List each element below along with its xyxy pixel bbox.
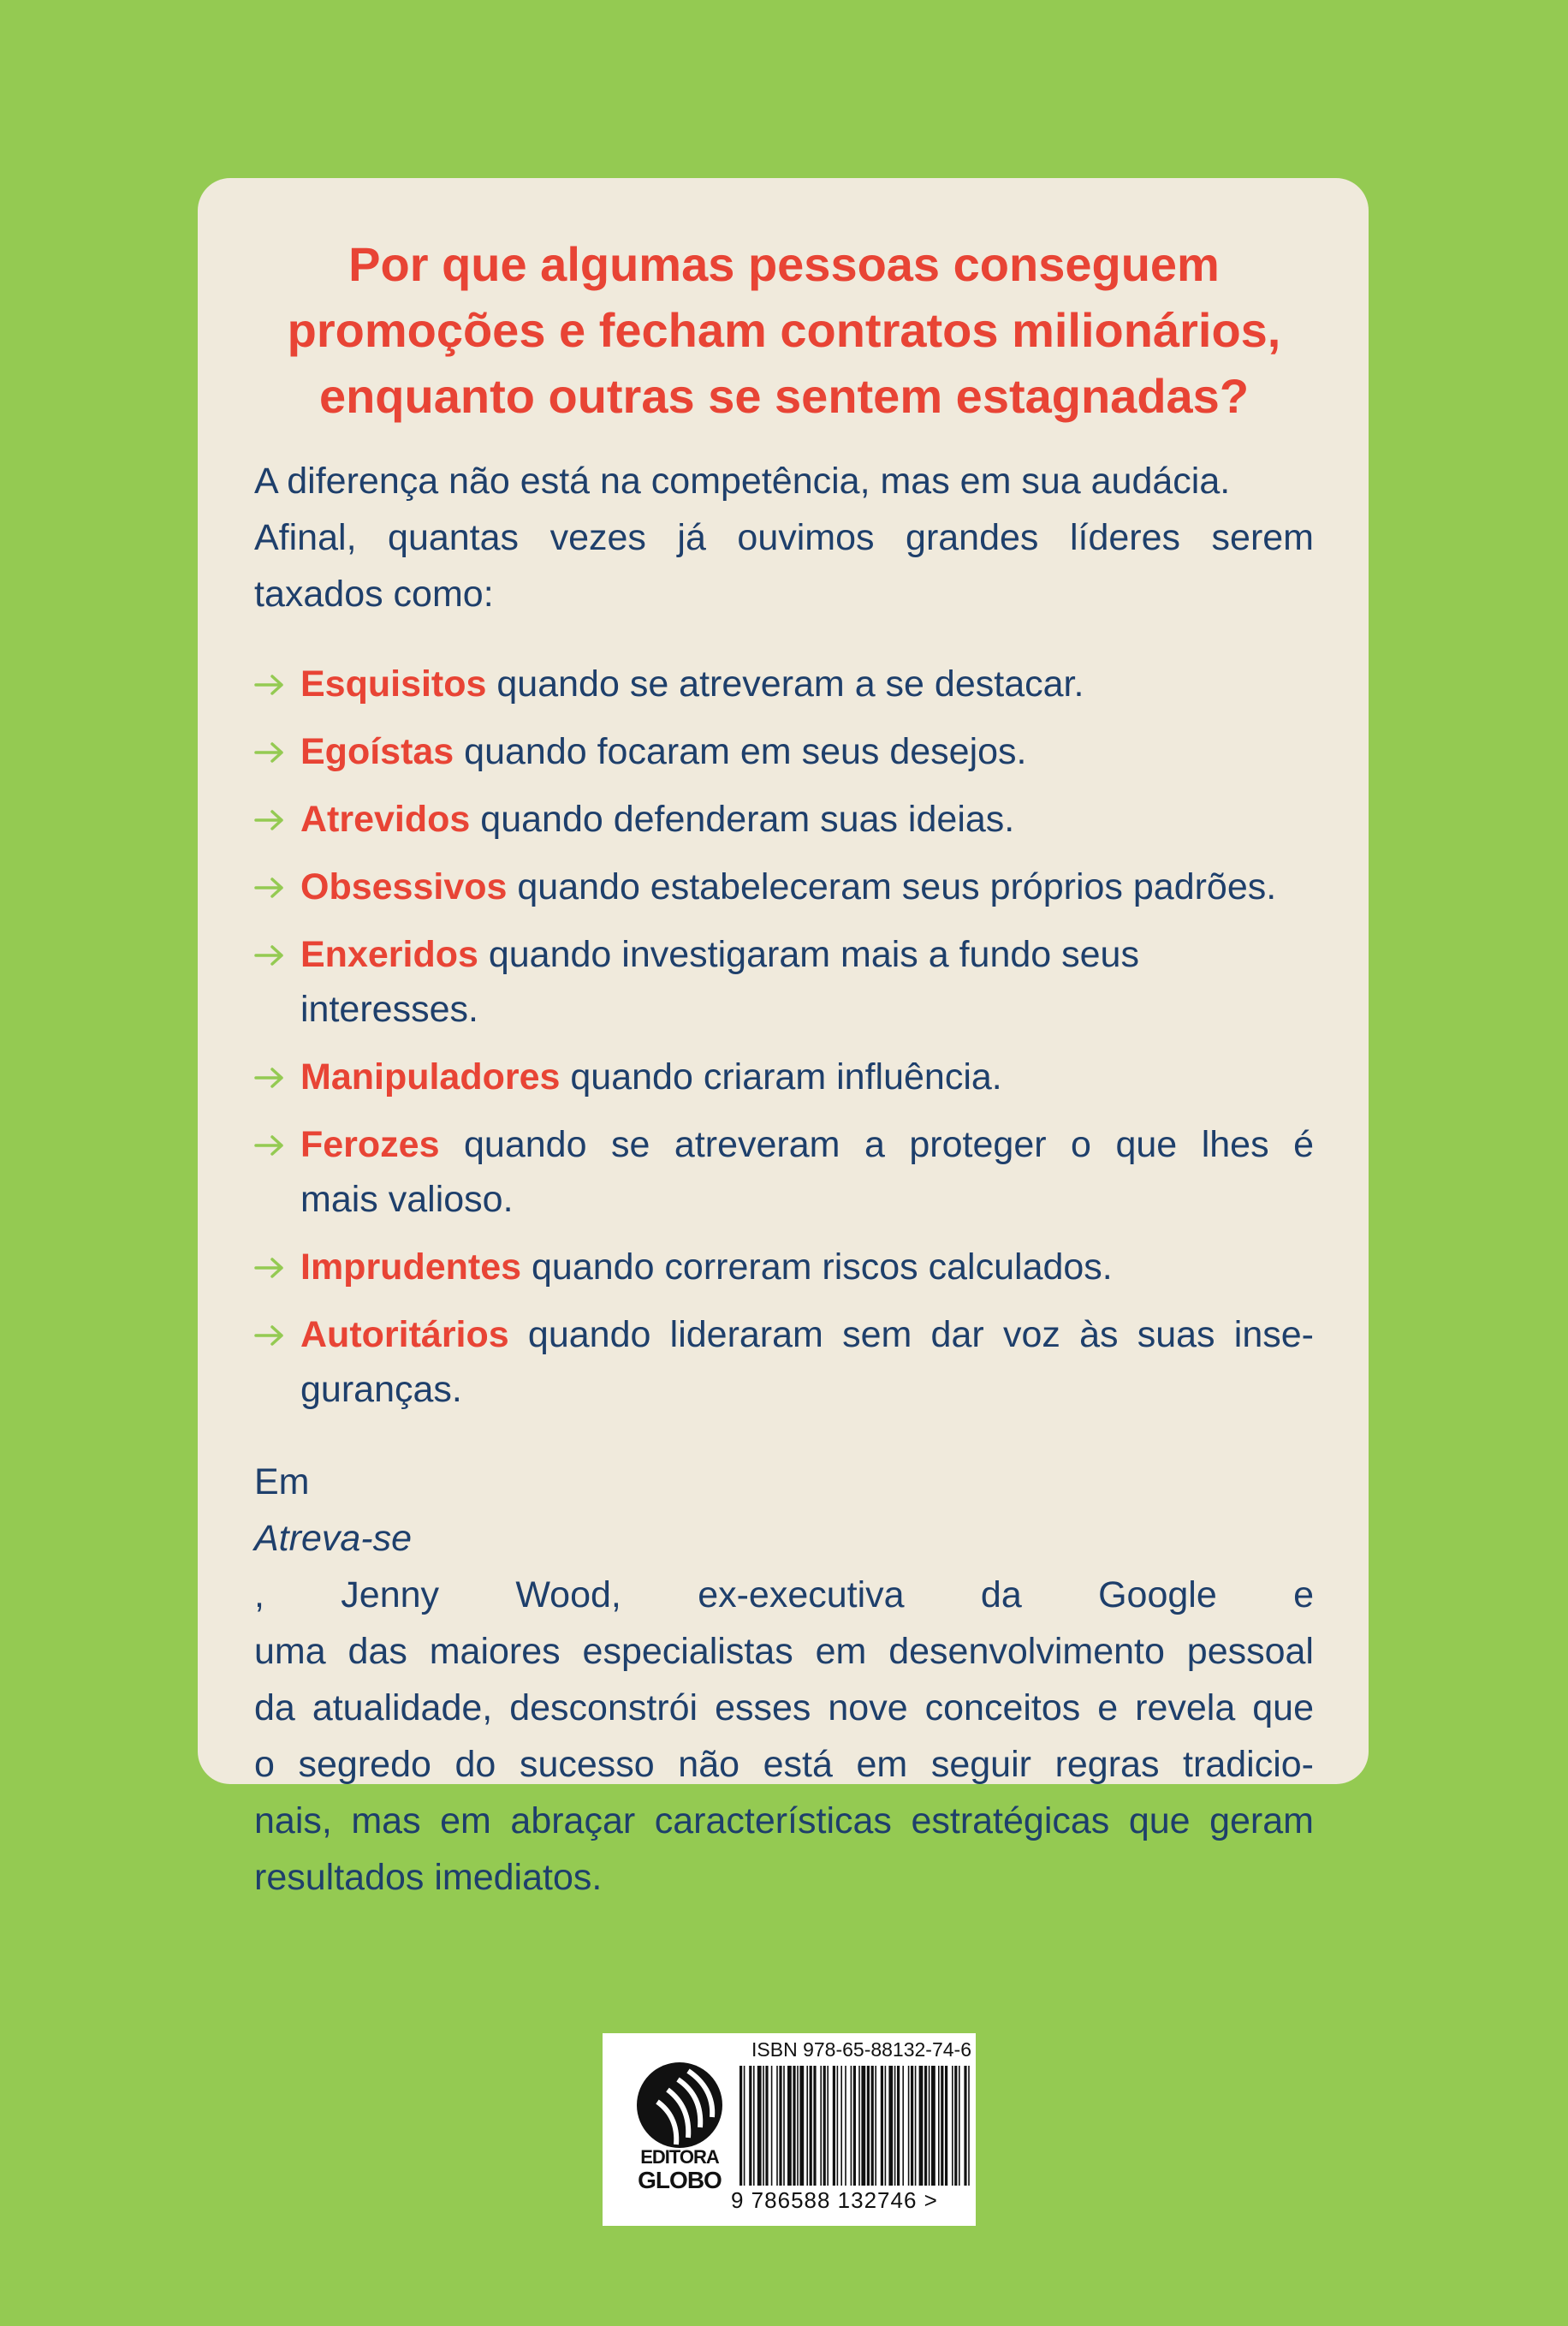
list-item [254, 1050, 1314, 1104]
closing-paragraph [254, 1454, 1314, 1906]
closing-line [254, 1454, 1314, 1623]
list-item [254, 792, 1314, 847]
barcode-box [603, 2033, 976, 2226]
trait-text: quando se atreveram a proteger o que lhes é [439, 1124, 1314, 1165]
trait-term: Esquisitos [300, 663, 487, 705]
trait-text: quando lideraram sem dar voz às suas inse- [508, 1314, 1314, 1355]
trait-term: Ferozes [300, 1124, 440, 1165]
closing-line: resultados imediatos. [254, 1857, 603, 1898]
trait-text: quando defenderam suas ideias. [470, 799, 1015, 840]
barcode-digits: 9 786588 132746 > [731, 2187, 938, 2213]
list-item [254, 1307, 1314, 1417]
trait-text: quando focaram em seus desejos. [454, 731, 1027, 772]
list-item [254, 1240, 1314, 1294]
trait-term: Atrevidos [300, 799, 471, 840]
trait-term: Imprudentes [300, 1246, 522, 1288]
intro-line: taxados como: [254, 574, 494, 615]
logo-text: EDITORA [640, 2146, 719, 2168]
intro-paragraph [254, 453, 1314, 622]
headline-line: Por que algumas pessoas conseguem [348, 237, 1220, 291]
trait-term: Enxeridos [300, 934, 478, 975]
list-item [254, 724, 1314, 779]
trait-text: quando investigaram mais a fundo seus interesses. [300, 934, 1139, 1030]
intro-line: A diferença não está na competência, mas em sua audácia. [254, 461, 1231, 502]
list-item [254, 1117, 1314, 1227]
trait-text: quando correram riscos calculados. [521, 1246, 1113, 1288]
closing-line: da atualidade, desconstrói esses nove conceitos e revela que [254, 1687, 1314, 1728]
arrow-right-icon [254, 1067, 285, 1089]
trait-text: quando se atreveram a se destacar. [486, 663, 1084, 705]
book-title: Atreva-se [254, 1518, 413, 1559]
closing-line: o segredo do sucesso não está em seguir regras tradicio- [254, 1744, 1314, 1785]
headline-line: enquanto outras se sentem estagnadas? [318, 369, 1250, 423]
arrow-right-icon [254, 1134, 285, 1157]
headline-line: promoções e fecham contratos milionários, [287, 303, 1281, 357]
trait-term: Egoístas [300, 731, 454, 772]
arrow-right-icon [254, 877, 285, 899]
blurb-card [198, 178, 1369, 1898]
closing-line: nais, mas em abraçar características estratégicas que geram [254, 1800, 1314, 1841]
trait-text: quando estabeleceram seus próprios padrões. [507, 866, 1277, 907]
isbn-label: ISBN 978-65-88132-74-6 [751, 2038, 971, 2061]
arrow-right-icon [254, 1257, 285, 1279]
intro-line: Afinal, quantas vezes já ouvimos grandes líderes serem [254, 517, 1314, 558]
arrow-right-icon [254, 674, 285, 696]
closing-text: , Jenny Wood, ex-executiva da Google e [254, 1574, 1314, 1615]
trait-term: Autoritários [300, 1314, 509, 1355]
headline [254, 231, 1314, 429]
traits-list [254, 657, 1314, 1417]
list-item [254, 657, 1314, 711]
arrow-right-icon [254, 1324, 285, 1347]
arrow-right-icon [254, 809, 285, 831]
arrow-right-icon [254, 741, 285, 764]
trait-term: Manipuladores [300, 1056, 561, 1098]
barcode-icon [739, 2066, 971, 2186]
arrow-right-icon [254, 944, 285, 967]
list-item [254, 927, 1314, 1037]
trait-text-continued: mais valioso. [300, 1179, 514, 1220]
closing-text: Em [254, 1461, 310, 1502]
trait-text-continued: guranças. [300, 1369, 462, 1410]
logo-text: GLOBO [638, 2167, 722, 2193]
trait-term: Obsessivos [300, 866, 508, 907]
list-item [254, 860, 1314, 914]
closing-line: uma das maiores especialistas em desenvolvimento pessoal [254, 1631, 1314, 1672]
trait-text: quando criaram influência. [560, 1056, 1002, 1098]
